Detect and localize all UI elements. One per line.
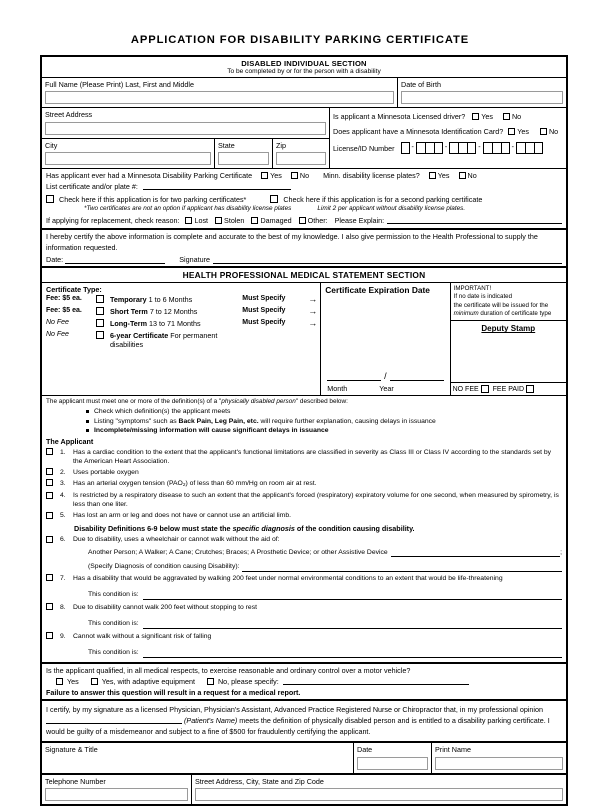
signature-title-input[interactable] bbox=[45, 757, 350, 770]
checkbox-icon[interactable] bbox=[459, 172, 466, 179]
fee-status-row bbox=[451, 382, 566, 395]
license-char-box[interactable] bbox=[416, 142, 425, 154]
license-char-box[interactable] bbox=[492, 142, 501, 154]
signature-title-label: Signature & Title bbox=[45, 745, 98, 755]
assistive-device-row bbox=[46, 546, 562, 558]
city-state-zip-row bbox=[42, 139, 329, 168]
qualified-options-row bbox=[46, 675, 562, 688]
checkbox-icon[interactable] bbox=[46, 448, 53, 455]
license-char-box[interactable] bbox=[434, 142, 443, 154]
definitions-bullet: Incomplete/missing information will cause significant delays in issuance bbox=[86, 426, 562, 436]
license-char-box[interactable] bbox=[458, 142, 467, 154]
prior-certificate-no[interactable] bbox=[291, 171, 309, 180]
certificate-type-fee: No Fee bbox=[46, 319, 69, 327]
license-id-row bbox=[333, 140, 563, 157]
checkbox-icon[interactable] bbox=[96, 331, 104, 339]
certificate-expiration-title: Certificate Expiration Date bbox=[325, 284, 430, 295]
qualified-question-block bbox=[42, 662, 566, 701]
condition-input[interactable] bbox=[143, 651, 562, 658]
city-input[interactable] bbox=[45, 152, 211, 165]
license-group[interactable] bbox=[416, 142, 443, 154]
definition-number: 6. bbox=[60, 536, 66, 544]
arrow-right-icon: → bbox=[308, 306, 318, 317]
replacement-reason-row bbox=[46, 215, 562, 225]
checkbox-icon[interactable] bbox=[96, 295, 104, 303]
definition-item[interactable] bbox=[46, 510, 562, 521]
definitions-6-9-heading bbox=[46, 522, 562, 535]
definition-number: 3. bbox=[60, 479, 66, 487]
signature-title-cell bbox=[42, 743, 354, 772]
licensed-driver-question-row bbox=[333, 108, 563, 124]
applicant-signature-row bbox=[46, 253, 562, 264]
checkbox-icon[interactable] bbox=[185, 217, 192, 224]
license-char-box[interactable] bbox=[525, 142, 534, 154]
telephone-input[interactable] bbox=[45, 788, 188, 801]
city-cell bbox=[42, 139, 215, 168]
qualified-option-yes-label: Yes bbox=[67, 676, 79, 686]
checkbox-icon[interactable] bbox=[46, 536, 53, 543]
definition-checkbox-wrap bbox=[46, 632, 60, 642]
prior-certificate-block bbox=[42, 169, 566, 230]
certificate-type-fee: Fee: $5 ea. bbox=[46, 295, 82, 303]
license-char-box[interactable] bbox=[534, 142, 543, 154]
definition-item[interactable] bbox=[46, 600, 562, 613]
replacement-option-stolen[interactable] bbox=[215, 216, 244, 225]
definition-item[interactable] bbox=[46, 467, 562, 478]
license-char-box[interactable] bbox=[467, 142, 476, 154]
definition-intro-italic: physically disabled person bbox=[221, 398, 296, 406]
address-block bbox=[42, 108, 330, 168]
two-certificates-option[interactable] bbox=[46, 195, 246, 204]
certificate-type-option[interactable] bbox=[46, 294, 317, 306]
license-char-box[interactable] bbox=[425, 142, 434, 154]
checkbox-icon[interactable] bbox=[46, 195, 54, 203]
assistive-device-input[interactable] bbox=[391, 550, 560, 557]
specify-diagnosis-input[interactable] bbox=[242, 565, 563, 572]
qualified-option-yes[interactable] bbox=[56, 677, 79, 686]
licensed-driver-label: Is applicant a Minnesota Licensed driver? bbox=[333, 112, 466, 122]
qualified-option-no-label: No, please specify: bbox=[217, 676, 279, 686]
condition-row bbox=[46, 642, 562, 662]
condition-row bbox=[46, 613, 562, 629]
applicant-certification-text: I hereby certify the above information is complete and accurate to the best of my knowledge. I also give permission to the Health Professional to supply the information requested. bbox=[46, 232, 538, 252]
definition-text: Has an arterial oxygen tension $(PAO_2)$ of less than 60 mm/Hg on room air at rest. bbox=[73, 479, 317, 489]
definition-intro-text bbox=[46, 398, 562, 406]
disabled-individual-banner-block bbox=[42, 57, 566, 78]
checkbox-icon[interactable] bbox=[481, 385, 489, 393]
definition-checkbox-wrap bbox=[46, 491, 60, 501]
definition-number: 8. bbox=[60, 603, 66, 611]
print-name-cell bbox=[432, 743, 566, 772]
list-certificate-input[interactable] bbox=[143, 183, 291, 190]
checkbox-icon[interactable] bbox=[96, 319, 104, 327]
certificate-type-list bbox=[46, 294, 317, 351]
certificate-type-must-specify: Must Specify bbox=[242, 307, 286, 315]
license-char-box[interactable] bbox=[516, 142, 525, 154]
important-line-1: If no date is indicated bbox=[453, 293, 513, 301]
prior-certificate-label: Has applicant ever had a Minnesota Disability Parking Certificate bbox=[46, 171, 253, 181]
definitions-6-9-heading-a: Disability Definitions 6-9 below must state the bbox=[74, 523, 233, 533]
definition-text: Due to disability cannot walk 200 feet without stopping to rest bbox=[73, 603, 258, 611]
expiration-captions-row bbox=[327, 384, 443, 393]
checkbox-icon[interactable] bbox=[508, 128, 515, 135]
full-name-input[interactable] bbox=[45, 91, 394, 104]
certificate-type-name: Long-Term bbox=[110, 319, 147, 329]
certificate-type-name: Short Term bbox=[110, 307, 148, 317]
certificate-type-name: Temporary bbox=[110, 295, 147, 305]
full-name-cell bbox=[42, 78, 398, 107]
license-dash: - bbox=[444, 143, 448, 151]
definitions-bullet: Listing "symptoms" such as Back Pain, Leg Pain, etc. will require further explanation, causing delays in issuance bbox=[86, 417, 562, 427]
definition-item[interactable] bbox=[46, 535, 562, 546]
definition-checkbox-wrap bbox=[46, 535, 60, 545]
definition-text: Has a disability that would be aggravated by walking 200 feet under normal environmental conditions to an extent that would be life-threatening bbox=[73, 574, 503, 582]
id-card-yes[interactable] bbox=[508, 127, 529, 136]
print-name-input[interactable] bbox=[435, 757, 563, 770]
definition-checkbox-wrap bbox=[46, 511, 60, 521]
checkbox-icon[interactable] bbox=[96, 307, 104, 315]
definition-text: Uses portable oxygen bbox=[73, 468, 139, 476]
disabled-individual-banner-subtitle: To be completed by or for the person with a disability bbox=[227, 68, 381, 75]
definition-intro-b: " described below: bbox=[295, 398, 348, 406]
certificate-type-name-wrap bbox=[110, 331, 251, 349]
checkbox-icon[interactable] bbox=[46, 574, 53, 581]
definition-number: 4. bbox=[60, 492, 66, 500]
disabled-individual-banner: DISABLED INDIVIDUAL SECTION bbox=[241, 59, 367, 68]
expiration-year-input[interactable] bbox=[390, 374, 444, 381]
assistive-device-semicolon: ; bbox=[560, 548, 562, 556]
definition-number: 7. bbox=[60, 574, 66, 582]
fee-paid-label: FEE PAID bbox=[492, 385, 525, 393]
certificate-type-must-specify: Must Specify bbox=[242, 319, 286, 327]
plates-yes-label: Yes bbox=[437, 171, 450, 181]
certificate-type-block bbox=[42, 283, 321, 395]
qualified-option-no[interactable] bbox=[207, 677, 279, 686]
professional-date-input[interactable] bbox=[357, 757, 428, 770]
professional-certification-block bbox=[42, 701, 566, 743]
dob-label: Date of Birth bbox=[401, 80, 441, 89]
checkbox-icon[interactable] bbox=[429, 172, 436, 179]
important-line-2: the certificate will be issued for the bbox=[453, 301, 549, 309]
checkbox-icon[interactable] bbox=[46, 468, 53, 475]
checkbox-icon[interactable] bbox=[46, 632, 53, 639]
qualified-question-label: Is the applicant qualified, in all medical respects, to exercise reasonable and ordinary control over a motor vehicle? bbox=[46, 665, 411, 675]
applicant-signature-input[interactable] bbox=[213, 257, 562, 264]
expiration-year-label: Year bbox=[379, 384, 394, 394]
expiration-month-label: Month bbox=[327, 384, 348, 394]
checkbox-icon[interactable] bbox=[472, 113, 479, 120]
professional-address-label: Street Address, City, State and Zip Code bbox=[195, 776, 324, 786]
checkbox-icon[interactable] bbox=[46, 492, 53, 499]
two-certificates-note: *Two certificates are not an option if applicant has disability license plates bbox=[84, 205, 292, 213]
replacement-reason-label: If applying for replacement, check reason: bbox=[46, 216, 180, 226]
zip-cell bbox=[273, 139, 329, 168]
license-group[interactable] bbox=[483, 142, 510, 154]
id-card-question-row bbox=[333, 124, 563, 140]
professional-address-input[interactable] bbox=[195, 788, 563, 801]
certificate-expiration-block bbox=[321, 283, 450, 395]
definition-text: Has a cardiac condition to the extent that the applicant's functional limitations are classified in severity as Class III or Class IV according to the standards set by the American Heart Association. bbox=[73, 448, 552, 465]
patient-name-caption: (Patient's Name) bbox=[184, 715, 238, 725]
dob-cell bbox=[398, 78, 566, 107]
plates-no[interactable] bbox=[459, 171, 477, 180]
licensed-driver-no-label: No bbox=[511, 112, 522, 122]
id-card-no[interactable] bbox=[540, 127, 558, 136]
replacement-option-other[interactable] bbox=[299, 216, 328, 225]
qualified-option-adaptive[interactable] bbox=[91, 677, 195, 686]
certificate-type-row bbox=[42, 283, 566, 396]
certificate-type-name-wrap bbox=[110, 307, 242, 316]
definitions-6-9-heading-b: of the condition causing disability. bbox=[294, 523, 415, 533]
definition-intro-a: The applicant must meet one or more of the definition(s) of a " bbox=[46, 398, 222, 406]
license-id-label: License/ID Number bbox=[333, 143, 395, 153]
limit-note: Limit 2 per applicant without disability license plates. bbox=[317, 205, 466, 213]
checkbox-icon[interactable] bbox=[91, 678, 98, 685]
dob-input[interactable] bbox=[401, 91, 563, 104]
important-minimum-word: minimum bbox=[453, 310, 479, 318]
replacement-option-damaged-label: Damaged bbox=[260, 216, 292, 226]
license-char-box[interactable] bbox=[501, 142, 510, 154]
replacement-option-other-label: Other: bbox=[307, 216, 328, 226]
certificate-type-fee: Fee: $5 ea. bbox=[46, 307, 82, 315]
contact-row bbox=[42, 775, 566, 806]
signature-row bbox=[42, 743, 566, 774]
qualified-no-specify-input[interactable] bbox=[283, 678, 469, 685]
replacement-option-damaged[interactable] bbox=[251, 216, 291, 225]
two-certificates-label: Check here if this application is for two parking certificates* bbox=[59, 195, 247, 205]
id-card-yes-label: Yes bbox=[517, 127, 529, 137]
certificate-type-fee: No Fee bbox=[46, 331, 69, 339]
checkbox-icon[interactable] bbox=[540, 128, 547, 135]
zip-input[interactable] bbox=[276, 152, 326, 165]
applicant-signature-label: Signature bbox=[179, 254, 210, 264]
plates-no-label: No bbox=[467, 171, 477, 181]
license-char-box[interactable] bbox=[449, 142, 458, 154]
page-title: APPLICATION FOR DISABILITY PARKING CERTIFICATE bbox=[130, 34, 470, 46]
license-group[interactable] bbox=[516, 142, 543, 154]
professional-certification-b: meets the definition of physically disabled person and is entitled to a disability parking certificate. I would be guilty of a misdemeanor and subject to a fine of $500 for fraudulently certifying the applicant. bbox=[46, 715, 550, 737]
checkbox-icon[interactable] bbox=[207, 678, 214, 685]
license-group[interactable] bbox=[449, 142, 476, 154]
certificate-type-name-wrap bbox=[110, 295, 242, 304]
city-label: City bbox=[45, 140, 58, 150]
licensed-driver-yes[interactable] bbox=[472, 112, 493, 121]
name-dob-row bbox=[42, 78, 566, 108]
checkbox-icon[interactable] bbox=[526, 385, 534, 393]
address-license-row bbox=[42, 108, 566, 169]
definitions-intro-block bbox=[42, 396, 566, 446]
no-fee-label: NO FEE bbox=[452, 385, 479, 393]
definitions-6-9-heading-italic: specific diagnosis bbox=[232, 523, 295, 533]
street-address-input[interactable] bbox=[45, 122, 326, 135]
zip-label: Zip bbox=[276, 140, 286, 150]
checkbox-icon[interactable] bbox=[270, 195, 278, 203]
professional-certification-a: I certify, by my signature as a licensed Physician, Physician's Assistant, Advanced Practice Registered Nurse or Chiropractor that, in my professional opinion bbox=[46, 704, 544, 714]
state-cell bbox=[215, 139, 273, 168]
plates-label: Minn. disability license plates? bbox=[323, 171, 420, 181]
prior-certificate-row bbox=[46, 171, 562, 180]
important-line-3-rest: duration of certificate type bbox=[478, 310, 552, 318]
checkbox-icon[interactable] bbox=[261, 172, 268, 179]
license-questions-block bbox=[330, 108, 566, 168]
prior-certificate-no-label: No bbox=[299, 171, 310, 181]
definition-item[interactable] bbox=[46, 572, 562, 584]
expiration-month-input[interactable] bbox=[327, 374, 381, 381]
telephone-label: Telephone Number bbox=[45, 776, 106, 786]
prior-certificate-yes[interactable] bbox=[261, 171, 282, 180]
checkbox-icon[interactable] bbox=[503, 113, 510, 120]
full-name-label: Full Name (Please Print) Last, First and Middle bbox=[45, 80, 194, 89]
health-professional-banner: HEALTH PROFESSIONAL MEDICAL STATEMENT SECTION bbox=[42, 268, 566, 283]
checkbox-icon[interactable] bbox=[291, 172, 298, 179]
definition-item[interactable] bbox=[46, 478, 562, 490]
list-certificate-row bbox=[46, 180, 562, 191]
license-dash: - bbox=[411, 143, 414, 151]
certificate-notes-row bbox=[46, 204, 562, 215]
id-card-label: Does applicant have a Minnesota Identification Card? bbox=[333, 127, 504, 137]
checkbox-icon[interactable] bbox=[46, 512, 53, 519]
failure-warning: Failure to answer this question will result in a request for a medical report. bbox=[46, 687, 301, 697]
professional-date-label: Date bbox=[357, 745, 373, 755]
definition-number: 2. bbox=[60, 468, 66, 476]
please-explain-label: Please Explain: bbox=[334, 216, 385, 226]
street-address-cell bbox=[42, 108, 329, 138]
print-name-label: Print Name bbox=[435, 745, 471, 755]
arrow-right-icon: → bbox=[308, 294, 318, 305]
definition-number: 1. bbox=[60, 448, 66, 456]
applicant-heading: The Applicant bbox=[46, 436, 94, 446]
license-char-box[interactable] bbox=[401, 142, 410, 154]
replacement-option-lost-label: Lost bbox=[194, 216, 209, 226]
certificate-type-option[interactable] bbox=[46, 330, 317, 351]
certificate-type-duration: For permanent disabilities bbox=[109, 331, 218, 350]
applicant-certification-block bbox=[42, 230, 566, 268]
licensed-driver-yes-label: Yes bbox=[481, 112, 493, 122]
professional-address-cell bbox=[192, 775, 566, 804]
deputy-stamp-area bbox=[451, 321, 566, 382]
expiration-inputs-row bbox=[327, 371, 443, 381]
definition-item[interactable] bbox=[46, 490, 562, 510]
assistive-device-list: Another Person; A Walker; A Cane; Crutches; Braces; A Prosthetic Device; or other Assistive Device bbox=[88, 548, 388, 556]
state-label: State bbox=[218, 140, 235, 150]
street-address-label: Street Address bbox=[45, 110, 93, 120]
please-explain-input[interactable] bbox=[387, 217, 562, 224]
definition-number: 9. bbox=[60, 632, 66, 640]
definition-checkbox-wrap bbox=[46, 479, 60, 489]
qualified-option-adaptive-label: Yes, with adaptive equipment bbox=[101, 676, 195, 686]
certificate-type-label: Certificate Type: bbox=[46, 284, 102, 294]
plates-yes[interactable] bbox=[429, 171, 450, 180]
checkbox-icon[interactable] bbox=[46, 603, 53, 610]
definition-item[interactable] bbox=[46, 629, 562, 642]
date-cell bbox=[354, 743, 432, 772]
checkbox-icon[interactable] bbox=[299, 217, 306, 224]
license-id-input[interactable] bbox=[401, 142, 543, 154]
applicant-date-label: Date: bbox=[46, 254, 64, 264]
definition-checkbox-wrap bbox=[46, 603, 60, 613]
certificate-type-option[interactable] bbox=[46, 306, 317, 318]
specify-diagnosis-label: (Specify Diagnosis of condition causing Disability): bbox=[88, 563, 240, 571]
list-certificate-label: List certificate and/or plate #: bbox=[46, 182, 138, 192]
certificate-type-option[interactable] bbox=[46, 318, 317, 330]
important-title: IMPORTANT! bbox=[453, 284, 492, 292]
specify-diagnosis-row bbox=[46, 557, 562, 572]
patient-name-input[interactable] bbox=[46, 717, 182, 724]
definition-text: Cannot walk without a significant risk of falling bbox=[73, 632, 212, 640]
license-dash: - bbox=[478, 143, 481, 151]
checkbox-icon[interactable] bbox=[56, 678, 63, 685]
definitions-list-1-5 bbox=[42, 446, 566, 662]
licensed-driver-no[interactable] bbox=[503, 112, 521, 121]
certificate-type-duration: 1 to 6 Months bbox=[148, 295, 193, 305]
second-certificate-option[interactable] bbox=[270, 195, 482, 204]
definition-text: Due to disability, uses a wheelchair or cannot walk without the aid of: bbox=[73, 536, 280, 544]
deputy-block bbox=[451, 283, 566, 395]
definitions-bullet-list bbox=[46, 407, 562, 436]
definition-item[interactable] bbox=[46, 447, 562, 467]
definition-text: Is restricted by a respiratory disease to such an extent that the applicant's forced (respiratory) expiratory volume for one second, when measured by spirometry, is less than one liter. bbox=[73, 492, 559, 509]
certificate-type-name: 6-year Certificate bbox=[109, 331, 169, 341]
definitions-bullet: Check which definition(s) the applicant meets bbox=[86, 407, 562, 417]
certificate-type-duration: 13 to 71 Months bbox=[149, 319, 201, 329]
application-form bbox=[40, 55, 568, 806]
replacement-option-lost[interactable] bbox=[185, 216, 208, 225]
definition-checkbox-wrap bbox=[46, 448, 60, 458]
condition-label: This condition is: bbox=[88, 649, 139, 657]
state-input[interactable] bbox=[218, 152, 269, 165]
condition-input[interactable] bbox=[143, 622, 562, 629]
checkbox-icon[interactable] bbox=[46, 479, 53, 486]
important-notice bbox=[451, 283, 566, 321]
checkbox-icon[interactable] bbox=[251, 217, 258, 224]
certificate-type-duration: 7 to 12 Months bbox=[149, 307, 198, 317]
condition-label: This condition is: bbox=[88, 591, 139, 599]
checkbox-icon[interactable] bbox=[215, 217, 222, 224]
telephone-cell bbox=[42, 775, 192, 804]
second-certificate-label: Check here if this application is for a second parking certificate bbox=[283, 195, 483, 205]
id-card-no-label: No bbox=[548, 127, 559, 137]
replacement-option-stolen-label: Stolen bbox=[224, 216, 245, 226]
important-line-3 bbox=[454, 310, 563, 318]
applicant-date-input[interactable] bbox=[65, 257, 165, 264]
license-char-box[interactable] bbox=[483, 142, 492, 154]
license-dash: - bbox=[511, 143, 514, 151]
certificate-type-must-specify: Must Specify bbox=[242, 295, 286, 303]
deputy-stamp-label: Deputy Stamp bbox=[481, 324, 536, 334]
two-certificates-row bbox=[46, 191, 562, 204]
condition-row bbox=[46, 584, 562, 600]
arrow-right-icon: → bbox=[308, 318, 318, 329]
definition-text: Has lost an arm or leg and does not have or cannot use an artificial limb. bbox=[73, 512, 291, 520]
prior-certificate-yes-label: Yes bbox=[270, 171, 282, 181]
condition-input[interactable] bbox=[143, 593, 562, 600]
definition-checkbox-wrap bbox=[46, 574, 60, 584]
definition-checkbox-wrap bbox=[46, 468, 60, 478]
certificate-type-name-wrap bbox=[110, 319, 242, 328]
expiration-slash: / bbox=[384, 371, 387, 382]
condition-label: This condition is: bbox=[88, 620, 139, 628]
definition-number: 5. bbox=[60, 512, 66, 520]
